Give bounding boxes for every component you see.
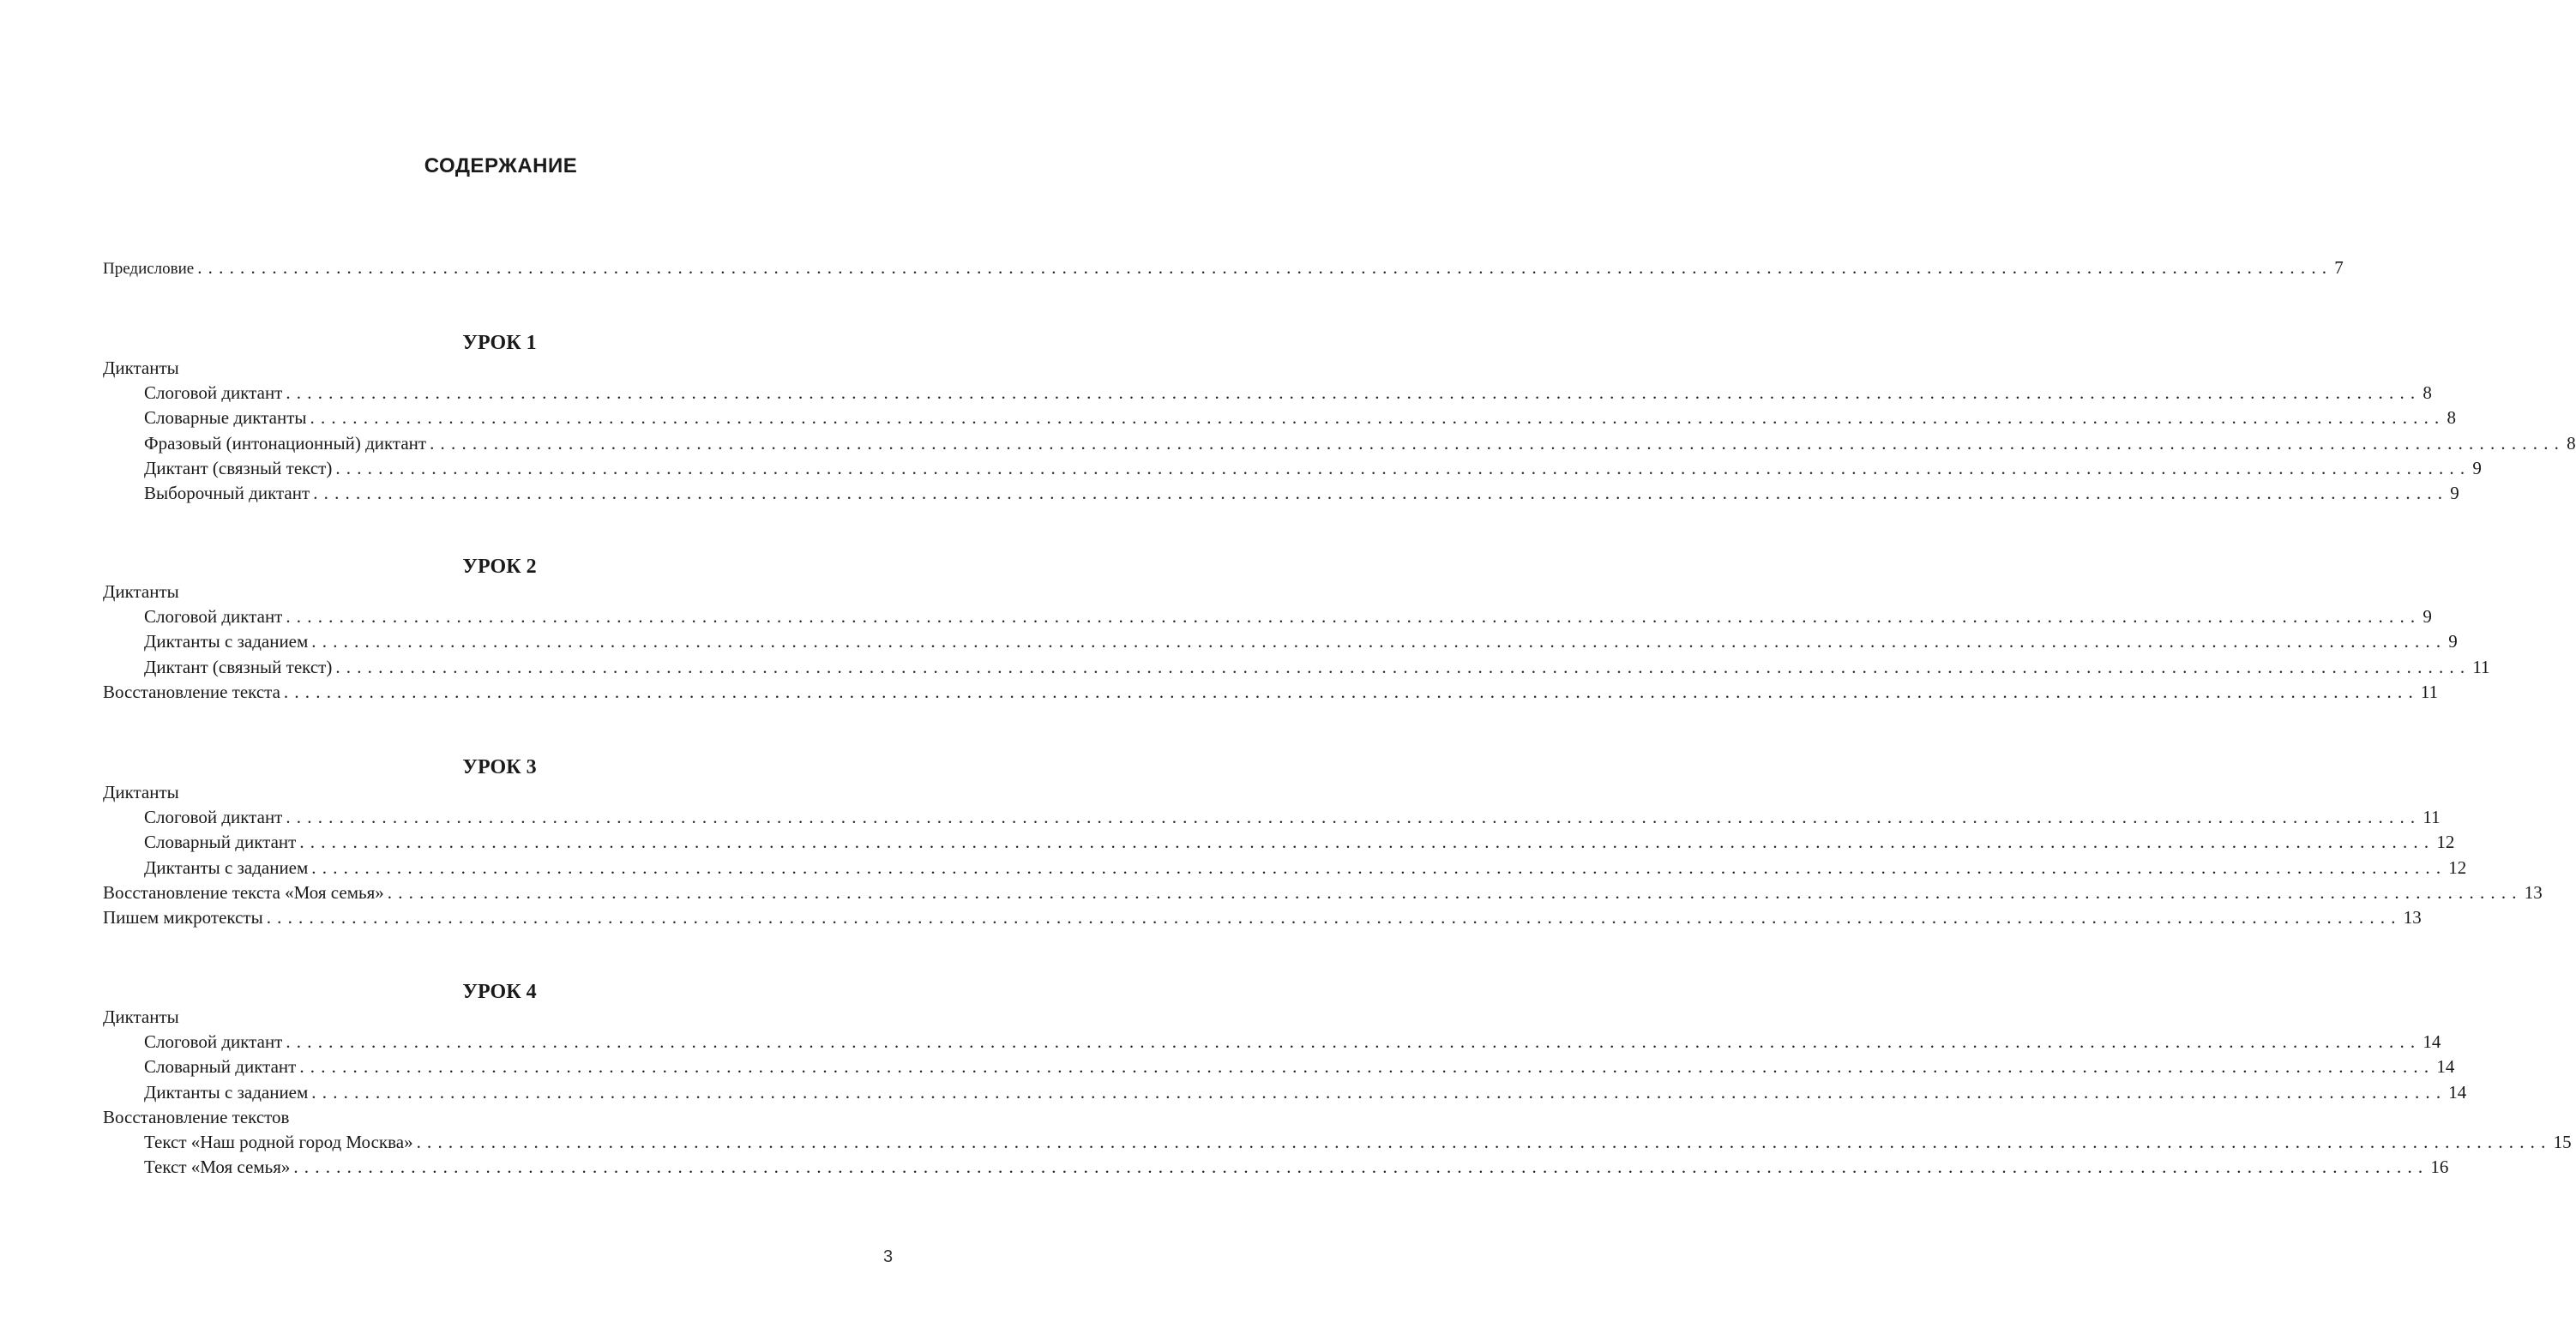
dot-leader: ........................................................................................................................................................................................................: [299, 832, 2435, 853]
toc-entry-page: 12: [2436, 832, 2455, 853]
toc-group-heading: [103, 1005, 896, 1030]
toc-entry[interactable]: [103, 255, 2344, 280]
toc-entry[interactable]: [103, 1155, 2449, 1180]
toc-entry-page: 14: [2436, 1056, 2455, 1078]
dot-leader: ........................................................................................................................................................................................................: [266, 906, 2402, 928]
toc-entry[interactable]: [103, 1055, 2455, 1079]
toc-entry-label: Восстановление текста: [103, 680, 284, 705]
dot-leader: ........................................................................................................................................................................................................: [311, 856, 2447, 878]
toc-entry[interactable]: [103, 680, 2439, 705]
toc-entry-page: 8: [2567, 432, 2576, 454]
lesson-heading: УРОК 4: [462, 981, 537, 1003]
toc-entry-label: Текст «Моя семья»: [144, 1155, 293, 1180]
toc-entry-label: Диктанты с заданием: [144, 856, 311, 880]
dot-leader: ........................................................................................................................................................................................................: [299, 1056, 2435, 1078]
toc-group-heading: [103, 1105, 896, 1130]
lesson-section: [103, 979, 2572, 1180]
toc-entry-label: Предисловие: [103, 256, 197, 281]
toc-entry-page: 11: [2423, 807, 2441, 828]
dot-leader: ........................................................................................................................................................................................................: [313, 482, 2449, 503]
toc-entry-page: 9: [2448, 631, 2458, 652]
toc-entry-page: 16: [2430, 1157, 2449, 1178]
toc-entry-label: Фразовый (интонационный) диктант: [144, 431, 430, 456]
toc-entry-label: Пишем микротексты: [103, 905, 267, 930]
dot-leader: ........................................................................................................................................................................................................: [286, 807, 2422, 828]
toc-entry[interactable]: [103, 1030, 2441, 1055]
dot-leader: ........................................................................................................................................................................................................: [283, 681, 2419, 702]
toc-preface: [103, 255, 2344, 280]
toc-entry[interactable]: [103, 629, 2458, 654]
toc-entry-label: Восстановление текста «Моя семья»: [103, 880, 388, 905]
lesson-section: [103, 330, 2576, 506]
toc-entry-label: Словарный диктант: [144, 1055, 299, 1079]
toc-entry-label: Слоговой диктант: [144, 381, 286, 406]
toc-entry-label: Восстановление текстов: [103, 1105, 292, 1130]
toc-entry-label: Диктанты с заданием: [144, 629, 311, 654]
toc-group-heading: [103, 356, 896, 381]
dot-leader: ........................................................................................................................................................................................................: [286, 606, 2422, 628]
dot-leader: ........................................................................................................................................................................................................: [335, 656, 2471, 677]
toc-entry[interactable]: [103, 880, 2543, 905]
lesson-heading: УРОК 3: [462, 756, 537, 778]
toc-entry[interactable]: [103, 431, 2576, 456]
toc-entry-page: 15: [2553, 1131, 2572, 1152]
toc-entry-page: 8: [2447, 407, 2456, 429]
toc-entry-page: 13: [2524, 881, 2543, 903]
toc-entry-label: Словарный диктант: [144, 830, 299, 855]
dot-leader: ........................................................................................................................................................................................................: [416, 1131, 2552, 1152]
dot-leader: ........................................................................................................................................................................................................: [286, 382, 2422, 404]
toc-entry-page: 14: [2423, 1031, 2441, 1053]
toc-entry[interactable]: [103, 856, 2467, 880]
toc-entry-page: 9: [2423, 606, 2432, 628]
dot-leader: ........................................................................................................................................................................................................: [293, 1157, 2429, 1178]
lesson-heading: УРОК 2: [462, 556, 537, 578]
toc-entry-label: Выборочный диктант: [144, 481, 313, 506]
dot-leader: ........................................................................................................................................................................................................: [387, 881, 2523, 903]
toc-entry[interactable]: [103, 1130, 2572, 1155]
toc-entry-page: 9: [2450, 482, 2459, 503]
toc-entry-label: Диктанты: [103, 1005, 183, 1030]
toc-entry-label: Текст «Наш родной город Москва»: [144, 1130, 417, 1155]
toc-entry-label: Слоговой диктант: [144, 1030, 286, 1055]
toc-group-heading: [103, 580, 896, 604]
toc-entry-page: 8: [2423, 382, 2432, 404]
toc-entry-label: Диктант (связный текст): [144, 456, 335, 481]
dot-leader: ........................................................................................................................................................................................................: [197, 257, 2333, 278]
dot-leader: ........................................................................................................................................................................................................: [311, 631, 2447, 652]
dot-leader: ........................................................................................................................................................................................................: [335, 457, 2471, 478]
toc-entry-page: 13: [2403, 906, 2422, 928]
toc-entry-label: Диктанты: [103, 580, 183, 604]
toc-entry-page: 12: [2448, 856, 2467, 878]
toc-entry[interactable]: [103, 406, 2456, 430]
toc-entry[interactable]: [103, 1080, 2467, 1105]
toc-entry-page: 7: [2334, 257, 2344, 278]
toc-entry-page: 11: [2420, 681, 2439, 702]
dot-leader: ........................................................................................................................................................................................................: [430, 432, 2566, 454]
page-title: СОДЕРЖАНИЕ: [424, 154, 578, 177]
lesson-section: [103, 554, 2490, 705]
toc-entry-label: Диктанты с заданием: [144, 1080, 311, 1105]
toc-entry-page: 9: [2472, 457, 2482, 478]
toc-entry[interactable]: [103, 604, 2432, 629]
toc-entry-label: Диктанты: [103, 780, 183, 805]
lesson-heading: УРОК 1: [462, 332, 537, 354]
dot-leader: ........................................................................................................................................................................................................: [310, 407, 2446, 429]
toc-entry[interactable]: [103, 655, 2490, 680]
toc-entry[interactable]: [103, 456, 2482, 481]
toc-entry-label: Слоговой диктант: [144, 604, 286, 629]
dot-leader: ........................................................................................................................................................................................................: [286, 1031, 2422, 1053]
toc-entry-label: Диктанты: [103, 356, 183, 381]
toc-entry[interactable]: [103, 805, 2441, 830]
page-number: 3: [883, 1247, 894, 1266]
toc-entry-label: Диктант (связный текст): [144, 655, 335, 680]
toc-entry[interactable]: [103, 381, 2432, 406]
toc-entry-label: Слоговой диктант: [144, 805, 286, 830]
toc-entry[interactable]: [103, 905, 2422, 930]
toc-entry-page: 14: [2448, 1081, 2467, 1103]
dot-leader: ........................................................................................................................................................................................................: [311, 1081, 2447, 1103]
toc-group-heading: [103, 780, 896, 805]
toc-entry[interactable]: [103, 830, 2455, 855]
toc-entry-label: Словарные диктанты: [144, 406, 310, 430]
toc-entry[interactable]: [103, 481, 2459, 506]
lesson-section: [103, 754, 2543, 930]
toc-entry-page: 11: [2472, 656, 2490, 677]
